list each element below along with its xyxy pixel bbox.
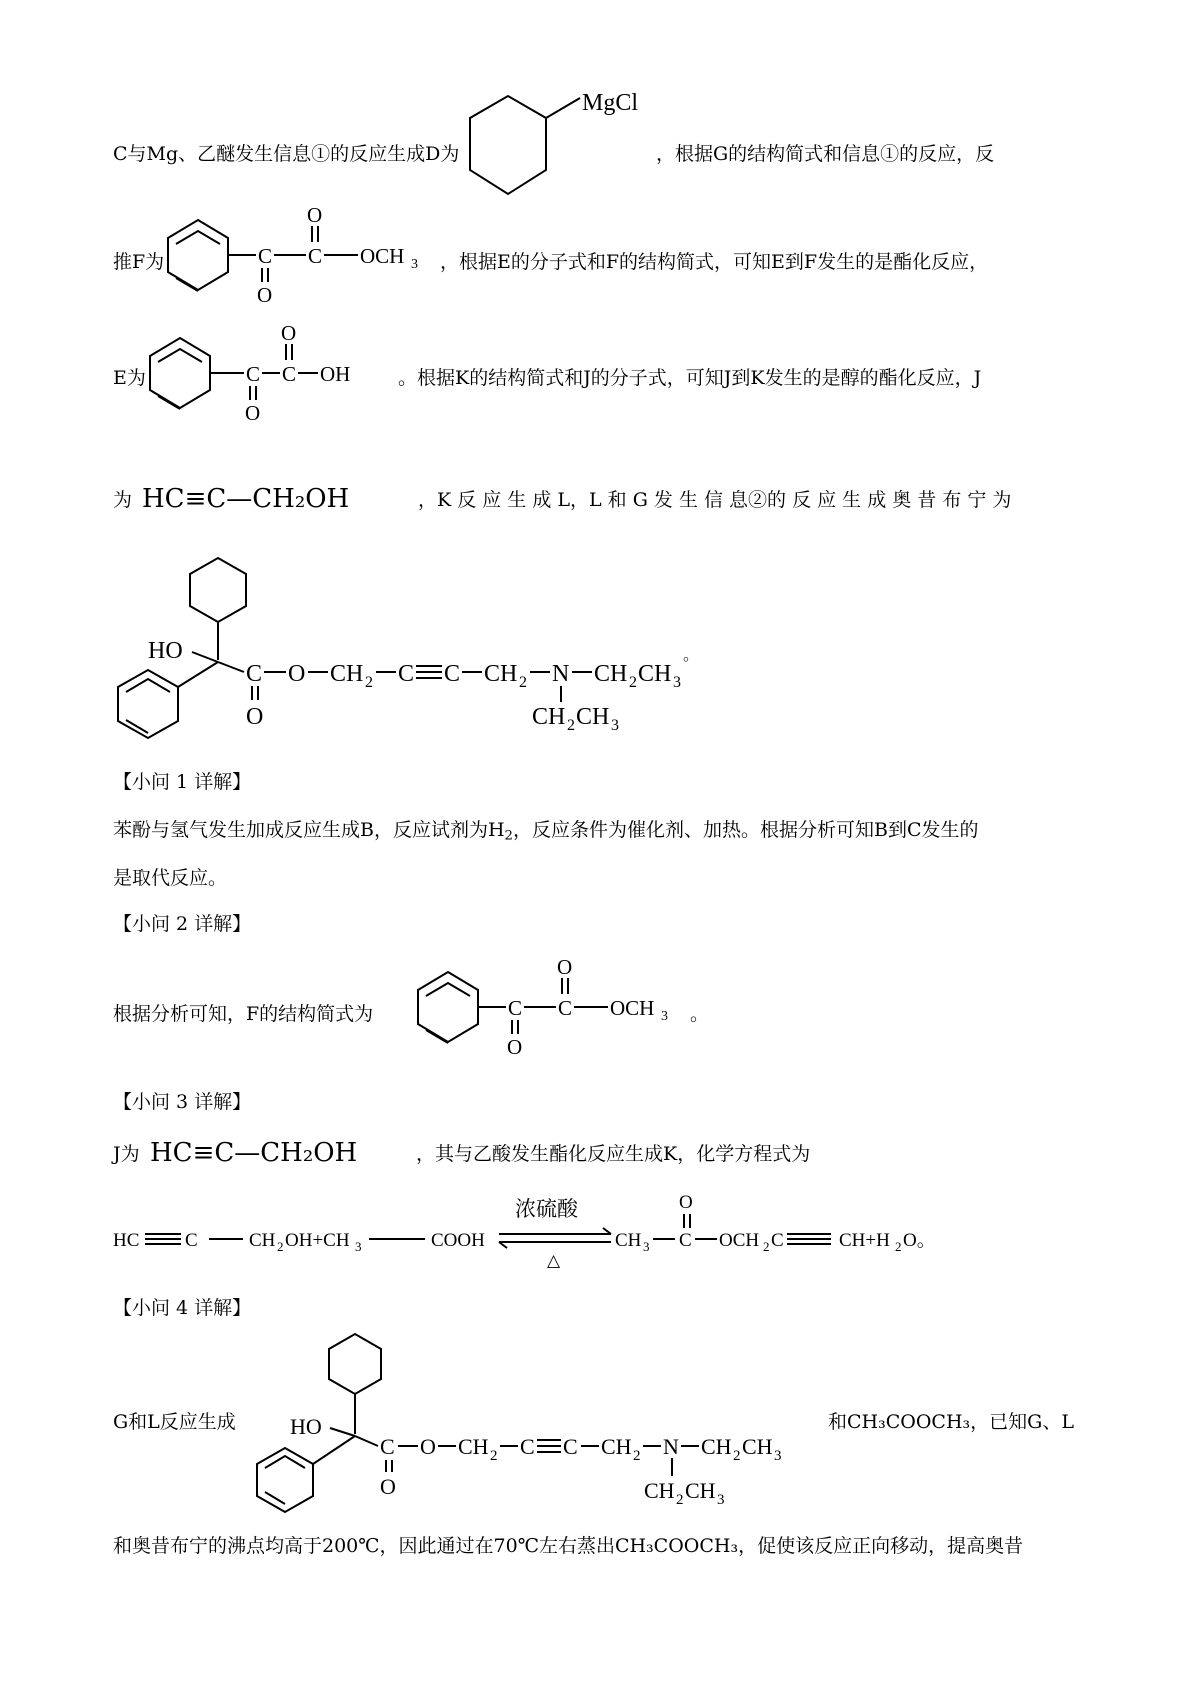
q4-text-before: G和L反应生成 [113,1411,236,1433]
svg-text:CH: CH [594,661,628,687]
svg-text:C: C [282,362,297,386]
svg-text:CH: CH [601,1434,632,1459]
svg-text:3: 3 [611,717,619,734]
e-structure [140,320,400,430]
q4-text-after: 和CH₃COOCH₃，已知G、L [828,1411,1074,1433]
oxybutynin-structure [108,548,788,738]
svg-text:2: 2 [763,1239,770,1254]
benzene-inner-bond [176,231,220,244]
svg-text:O: O [257,283,273,307]
svg-text:CH: CH [644,1478,675,1503]
condition-bottom: △ [547,1251,561,1270]
q3-heading: 【小问 3 详解】 [113,1091,252,1113]
svg-text:O: O [246,704,264,730]
svg-text:3: 3 [774,1448,782,1464]
svg-text:CH: CH [249,1230,276,1251]
cyclohexane-ring [470,96,546,194]
q1-heading: 【小问 1 详解】 [113,771,252,793]
svg-text:N: N [552,661,570,687]
svg-text:OCH: OCH [610,996,655,1020]
svg-text:COOH: COOH [431,1230,485,1251]
svg-text:C: C [679,1230,692,1251]
svg-text:CH: CH [484,661,518,687]
svg-text:2: 2 [733,1448,741,1464]
svg-text:O: O [380,1474,396,1499]
para1-text-before: C与Mg、乙醚发生信息①的反应生成D为 [113,143,460,165]
j-formula-para4: HC≡C—CH₂OH [142,484,350,514]
svg-text:O: O [679,1192,693,1213]
svg-text:O: O [420,1434,436,1459]
mg-bond [546,98,580,118]
svg-text:2: 2 [277,1239,284,1254]
svg-text:C: C [185,1230,198,1251]
para2-text-before: 推F为 [113,251,165,273]
svg-text:2: 2 [629,674,637,691]
cyclohexyl-magnesium-chloride-structure [468,92,688,202]
svg-text:C: C [308,244,323,268]
svg-text:C: C [444,661,461,687]
svg-text:C: C [558,996,573,1020]
svg-text:3: 3 [717,1492,725,1508]
cyclohexyl-ring [190,558,246,622]
svg-text:O: O [245,401,261,425]
svg-text:CH+H: CH+H [839,1230,890,1251]
svg-text:HO: HO [148,638,183,664]
svg-text:N: N [663,1434,679,1459]
svg-text:。: 。 [683,647,700,664]
svg-text:CH: CH [742,1434,773,1459]
para3-text-after: 。根据K的结构简式和J的分子式，可知J到K发生的是醇的酯化反应，J [398,367,982,389]
q2-text-after: 。 [690,1003,710,1025]
para2-text-after: ，根据E的分子式和F的结构简式，可知E到F发生的是酯化反应， [440,251,989,273]
svg-text:CH: CH [458,1434,489,1459]
svg-text:2: 2 [490,1448,498,1464]
esterification-equation [113,1190,1073,1270]
svg-text:O: O [281,321,297,345]
q2-text-before: 根据分析可知，F的结构简式为 [113,1003,374,1025]
q4-heading: 【小问 4 详解】 [113,1297,252,1319]
oxybutynin-structure-q4 [240,1330,840,1520]
svg-text:OH+CH: OH+CH [285,1230,350,1251]
f-structure-q2 [408,954,698,1064]
svg-text:2: 2 [895,1239,902,1254]
svg-text:CH: CH [576,704,610,730]
q4-last-line: 和奥昔布宁的沸点均高于200℃，因此通过在70℃左右蒸出CH₃COOCH₃，促使该反应正向移动，提高奥昔 [113,1535,1024,1557]
svg-text:CH: CH [638,661,672,687]
svg-text:OCH: OCH [719,1230,760,1251]
svg-text:O: O [288,661,306,687]
svg-text:2: 2 [633,1448,641,1464]
svg-text:O: O [557,955,573,979]
svg-text:HO: HO [290,1414,322,1439]
q3-text-before: J为 [113,1143,140,1165]
svg-text:2: 2 [567,717,575,734]
svg-text:CH: CH [532,704,566,730]
f-structure [158,202,448,312]
svg-text:C: C [246,661,263,687]
svg-text:HC: HC [113,1230,140,1251]
j-formula-q3: HC≡C—CH₂OH [150,1138,358,1168]
svg-text:C: C [520,1434,535,1459]
q3-text-after: ，其与乙酸发生酯化反应生成K，化学方程式为 [416,1143,811,1165]
condition-top: 浓硫酸 [515,1197,578,1221]
svg-text:C: C [398,661,415,687]
svg-text:3: 3 [643,1239,650,1254]
svg-text:2: 2 [365,674,373,691]
para4-text-before: 为 [113,489,133,511]
svg-text:C: C [246,362,261,386]
para1-text-after: ，根据G的结构简式和信息①的反应，反 [656,143,995,165]
svg-text:C: C [771,1230,784,1251]
svg-text:2: 2 [676,1492,684,1508]
svg-text:OH: OH [320,362,351,386]
svg-text:CH: CH [615,1230,642,1251]
q1-line2: 是取代反应。 [113,867,228,889]
svg-text:3: 3 [411,257,418,272]
svg-text:C: C [380,1434,395,1459]
svg-text:CH: CH [685,1478,716,1503]
svg-text:3: 3 [673,674,681,691]
q1-line1: 苯酚与氢气发生加成反应生成B，反应试剂为$H_2$，反应条件为催化剂、加热。根据分析可知B到C发生的 [113,819,979,844]
phenyl-ring [118,670,178,738]
svg-text:C: C [258,244,273,268]
svg-text:C: C [563,1434,578,1459]
svg-text:C: C [508,996,523,1020]
svg-text:2: 2 [519,674,527,691]
svg-text:OCH: OCH [360,244,405,268]
mgcl-label: MgCl [582,90,639,116]
svg-text:3: 3 [355,1239,362,1254]
svg-text:CH: CH [701,1434,732,1459]
svg-text:O: O [307,203,323,227]
svg-text:CH: CH [330,661,364,687]
para4-text-after: ，K 反 应 生 成 L，L 和 G 发 生 信 息②的 反 应 生 成 奥 昔 布 宁 为 [418,489,1012,511]
svg-text:O。: O。 [903,1230,936,1251]
svg-text:O: O [507,1035,523,1059]
svg-text:3: 3 [661,1009,668,1024]
para3-text-before: E为 [113,367,146,389]
q2-heading: 【小问 2 详解】 [113,913,252,935]
